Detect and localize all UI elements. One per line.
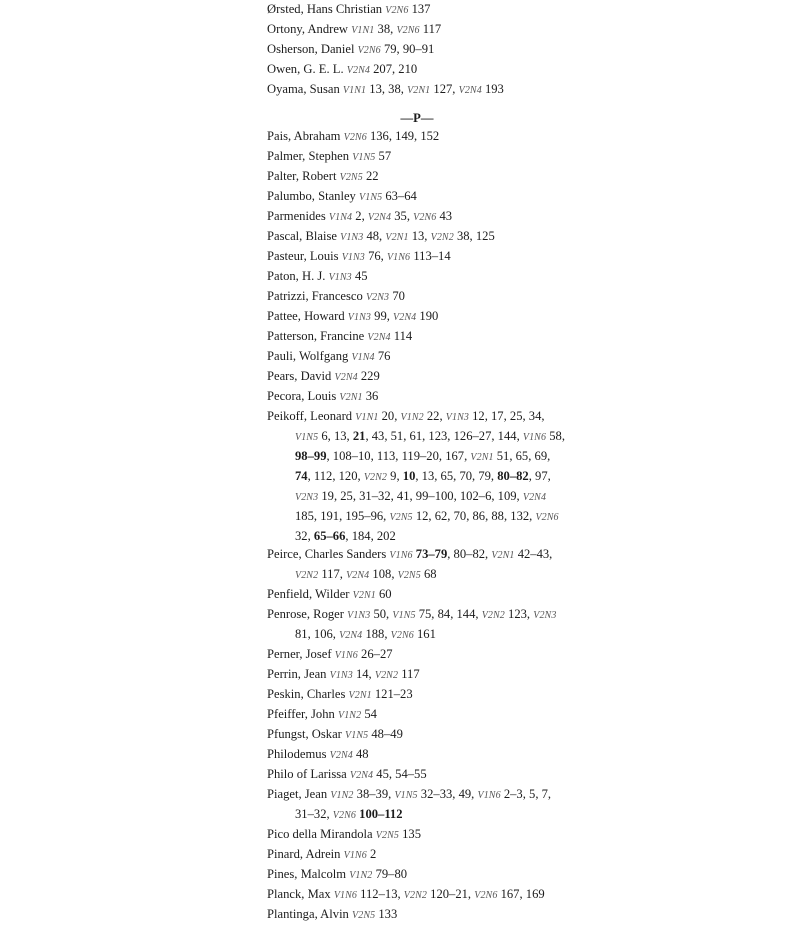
page-numbers: 22, bbox=[426, 409, 443, 423]
page-numbers: 2–3, 5, 7, 31–32, bbox=[295, 787, 552, 821]
page-numbers: 123, bbox=[508, 607, 531, 621]
index-entry bbox=[267, 585, 567, 605]
page-numbers: 193 bbox=[484, 82, 504, 96]
page-numbers: 63–64 bbox=[385, 189, 417, 203]
section-spacer bbox=[267, 100, 567, 109]
page-numbers: 114 bbox=[393, 329, 413, 343]
volume-reference: V2N1 bbox=[470, 452, 494, 463]
volume-reference: V1N3 bbox=[340, 232, 364, 243]
page-numbers: 135 bbox=[402, 827, 422, 841]
page-numbers: 12, 62, 70, 86, 88, 132, bbox=[415, 509, 533, 523]
entry-name: Peikoff, Leonard bbox=[267, 409, 353, 423]
entry-name: Pais, Abraham bbox=[267, 129, 341, 143]
page-numbers: 81, 106, bbox=[295, 627, 336, 641]
entry-name: Plantinga, Alvin bbox=[267, 907, 349, 921]
page-numbers-bold: 65–66 bbox=[313, 529, 346, 543]
volume-reference: V2N4 bbox=[522, 492, 547, 503]
volume-reference: V2N5 bbox=[352, 910, 376, 921]
page-numbers: 48 bbox=[355, 747, 369, 761]
page-numbers-bold: 74 bbox=[295, 469, 308, 483]
volume-reference: V1N1 bbox=[342, 85, 367, 96]
volume-reference: V2N2 bbox=[403, 890, 427, 901]
entry-name: Ørsted, Hans Christian bbox=[267, 2, 383, 16]
entry-name: Pfeiffer, John bbox=[267, 707, 335, 721]
volume-reference: V2N2 bbox=[295, 570, 319, 581]
index-entry bbox=[267, 60, 567, 80]
page-numbers: 117 bbox=[422, 22, 442, 36]
page-numbers: 70 bbox=[392, 289, 405, 303]
index-entry bbox=[267, 187, 567, 207]
volume-reference: V2N6 bbox=[396, 25, 420, 36]
page-numbers-bold: 100–112 bbox=[359, 807, 403, 821]
page-numbers: 45, 54–55 bbox=[376, 767, 427, 781]
page-numbers: 133 bbox=[378, 907, 398, 921]
volume-reference: V2N5 bbox=[389, 512, 413, 523]
volume-reference: V1N6 bbox=[522, 432, 547, 443]
index-entry bbox=[267, 80, 567, 100]
volume-reference: V2N4 bbox=[458, 85, 482, 96]
entry-name: Parmenides bbox=[267, 209, 326, 223]
volume-reference: V1N3 bbox=[341, 252, 365, 263]
index-entry bbox=[267, 0, 567, 20]
page-numbers: 79–80 bbox=[375, 867, 408, 881]
volume-reference: V2N1 bbox=[407, 85, 431, 96]
page-numbers: , 184, 202 bbox=[345, 529, 396, 543]
volume-reference: V1N6 bbox=[334, 650, 358, 661]
page-numbers: 13, 38, bbox=[369, 82, 404, 96]
page-numbers: 136, 149, 152 bbox=[369, 129, 440, 143]
entry-name: Pecora, Louis bbox=[267, 389, 337, 403]
entry-name: Patterson, Francine bbox=[267, 329, 365, 343]
page-numbers: 12, 17, 25, 34, bbox=[472, 409, 545, 423]
page-numbers: , 13, 65, 70, 79, bbox=[415, 469, 495, 483]
index-page bbox=[267, 0, 567, 925]
volume-reference: V1N2 bbox=[337, 710, 362, 721]
entry-name: Philodemus bbox=[267, 747, 327, 761]
page-numbers: 127, bbox=[433, 82, 456, 96]
page-numbers: 9, bbox=[390, 469, 400, 483]
volume-reference: V2N4 bbox=[393, 312, 417, 323]
index-entry bbox=[267, 865, 567, 885]
page-numbers: 113–14 bbox=[413, 249, 451, 263]
volume-reference: V2N6 bbox=[474, 890, 498, 901]
volume-reference: V2N5 bbox=[397, 570, 421, 581]
volume-reference: V1N4 bbox=[328, 212, 353, 223]
page-numbers: 99, bbox=[374, 309, 390, 323]
page-numbers-bold: 80–82 bbox=[497, 469, 529, 483]
volume-reference: V2N1 bbox=[339, 392, 363, 403]
volume-reference: V2N6 bbox=[535, 512, 559, 523]
volume-reference: V2N6 bbox=[332, 810, 356, 821]
index-entry bbox=[267, 665, 567, 685]
page-numbers-bold: 21 bbox=[352, 429, 366, 443]
volume-reference: V1N3 bbox=[347, 610, 371, 621]
page-numbers-bold: 73–79 bbox=[415, 547, 448, 561]
index-entry bbox=[267, 885, 567, 905]
volume-reference: V1N1 bbox=[355, 412, 379, 423]
entry-name: Penfield, Wilder bbox=[267, 587, 350, 601]
index-entry bbox=[267, 247, 567, 267]
volume-reference: V2N5 bbox=[375, 830, 399, 841]
page-numbers: 117, bbox=[321, 567, 343, 581]
volume-reference: V1N5 bbox=[392, 610, 416, 621]
volume-reference: V2N6 bbox=[385, 5, 409, 16]
page-numbers: 76, bbox=[368, 249, 384, 263]
page-numbers: 112–13, bbox=[360, 887, 401, 901]
entry-name: Pinard, Adrein bbox=[267, 847, 341, 861]
volume-reference: V1N5 bbox=[295, 432, 319, 443]
volume-reference: V2N3 bbox=[533, 610, 557, 621]
volume-reference: V1N6 bbox=[389, 550, 413, 561]
volume-reference: V2N1 bbox=[491, 550, 515, 561]
entry-name: Patrizzi, Francesco bbox=[267, 289, 363, 303]
page-numbers: 20, bbox=[381, 409, 398, 423]
page-numbers: 2, bbox=[355, 209, 365, 223]
volume-reference: V2N4 bbox=[329, 750, 353, 761]
page-numbers: 19, 25, 31–32, 41, 99–100, 102–6, 109, bbox=[321, 489, 520, 503]
page-numbers: 75, 84, 144, bbox=[418, 607, 479, 621]
index-entry bbox=[267, 127, 567, 147]
volume-reference: V2N2 bbox=[374, 670, 399, 681]
volume-reference: V1N3 bbox=[347, 312, 371, 323]
entry-name: Pauli, Wolfgang bbox=[267, 349, 349, 363]
volume-reference: V2N2 bbox=[481, 610, 505, 621]
volume-reference: V1N3 bbox=[328, 272, 352, 283]
page-numbers-bold: 10 bbox=[402, 469, 416, 483]
volume-reference: V2N5 bbox=[339, 172, 363, 183]
index-entry bbox=[267, 745, 567, 765]
page-numbers: 120–21, bbox=[430, 887, 472, 901]
index-entry bbox=[267, 765, 567, 785]
index-entry bbox=[267, 685, 567, 705]
entry-name: Paton, H. J. bbox=[267, 269, 326, 283]
page-numbers: 76 bbox=[377, 349, 391, 363]
entry-name: Pascal, Blaise bbox=[267, 229, 337, 243]
volume-reference: V1N5 bbox=[359, 192, 383, 203]
volume-reference: V2N6 bbox=[390, 630, 414, 641]
index-entry bbox=[267, 905, 567, 925]
page-numbers: 167, 169 bbox=[500, 887, 545, 901]
entry-name: Planck, Max bbox=[267, 887, 331, 901]
index-entry bbox=[267, 705, 567, 725]
index-entry bbox=[267, 645, 567, 665]
volume-reference: V2N2 bbox=[430, 232, 454, 243]
page-numbers: 32, bbox=[295, 529, 311, 543]
entry-name: Pico della Mirandola bbox=[267, 827, 373, 841]
entry-name: Penrose, Roger bbox=[267, 607, 344, 621]
volume-reference: V1N5 bbox=[345, 730, 369, 741]
volume-reference: V2N4 bbox=[346, 65, 370, 76]
page-numbers: , 108–10, 113, 119–20, 167, bbox=[326, 449, 468, 463]
volume-reference: V2N4 bbox=[334, 372, 358, 383]
volume-reference: V2N3 bbox=[365, 292, 390, 303]
page-numbers: , 112, 120, bbox=[307, 469, 361, 483]
volume-reference: V2N4 bbox=[346, 570, 370, 581]
entry-name: Peskin, Charles bbox=[267, 687, 346, 701]
entry-name: Pines, Malcolm bbox=[267, 867, 347, 881]
page-numbers: 38–39, bbox=[356, 787, 392, 801]
page-numbers: 161 bbox=[416, 627, 436, 641]
page-numbers: 79, 90–91 bbox=[383, 42, 435, 56]
page-numbers: 14, bbox=[355, 667, 372, 681]
entry-name: Palumbo, Stanley bbox=[267, 189, 356, 203]
page-numbers: 38, 125 bbox=[456, 229, 495, 243]
volume-reference: V2N4 bbox=[367, 332, 391, 343]
index-entry bbox=[267, 147, 567, 167]
index-entry bbox=[267, 167, 567, 187]
page-numbers: 13, bbox=[411, 229, 428, 243]
entry-name: Peirce, Charles Sanders bbox=[267, 547, 387, 561]
volume-reference: V1N3 bbox=[329, 670, 353, 681]
index-section-p bbox=[267, 127, 567, 925]
volume-reference: V1N6 bbox=[343, 850, 367, 861]
volume-reference: V1N6 bbox=[386, 252, 411, 263]
entry-name: Pears, David bbox=[267, 369, 332, 383]
page-numbers-bold: 98–99 bbox=[295, 449, 327, 463]
volume-reference: V1N3 bbox=[445, 412, 469, 423]
index-entry bbox=[267, 845, 567, 865]
page-numbers: 229 bbox=[360, 369, 380, 383]
volume-reference: V1N2 bbox=[400, 412, 424, 423]
page-numbers: , 97, bbox=[528, 469, 551, 483]
page-numbers: 36 bbox=[365, 389, 379, 403]
volume-reference: V1N2 bbox=[330, 790, 354, 801]
volume-reference: V2N6 bbox=[357, 45, 381, 56]
page-numbers: 42–43, bbox=[517, 547, 553, 561]
page-numbers: 60 bbox=[379, 587, 392, 601]
volume-reference: V2N4 bbox=[367, 212, 392, 223]
index-entry bbox=[267, 785, 567, 825]
index-entry bbox=[267, 287, 567, 307]
index-entry bbox=[267, 347, 567, 367]
page-numbers: , 80–82, bbox=[447, 547, 489, 561]
page-numbers: 188, bbox=[365, 627, 388, 641]
page-numbers: 51, 65, 69, bbox=[496, 449, 551, 463]
page-numbers: 43 bbox=[439, 209, 453, 223]
index-entry bbox=[267, 387, 567, 407]
entry-name: Perner, Josef bbox=[267, 647, 332, 661]
entry-name: Philo of Larissa bbox=[267, 767, 347, 781]
volume-reference: V1N4 bbox=[351, 352, 375, 363]
page-numbers: 22 bbox=[365, 169, 379, 183]
volume-reference: V2N1 bbox=[385, 232, 409, 243]
page-numbers: 45 bbox=[354, 269, 368, 283]
index-entry bbox=[267, 20, 567, 40]
volume-reference: V1N6 bbox=[477, 790, 501, 801]
page-numbers: 137 bbox=[411, 2, 431, 16]
page-numbers: 48–49 bbox=[371, 727, 403, 741]
index-entry bbox=[267, 207, 567, 227]
volume-reference: V2N2 bbox=[363, 472, 387, 483]
page-numbers: 121–23 bbox=[374, 687, 413, 701]
page-numbers: 6, 13, bbox=[321, 429, 350, 443]
entry-name: Palmer, Stephen bbox=[267, 149, 350, 163]
page-numbers: 207, 210 bbox=[373, 62, 418, 76]
volume-reference: V2N1 bbox=[352, 590, 376, 601]
page-numbers: 35, bbox=[394, 209, 410, 223]
page-numbers: 185, 191, 195–96, bbox=[295, 509, 387, 523]
volume-reference: V2N6 bbox=[343, 132, 367, 143]
volume-reference: V2N4 bbox=[339, 630, 363, 641]
page-numbers: 117 bbox=[401, 667, 420, 681]
index-entry bbox=[267, 40, 567, 60]
volume-reference: V2N6 bbox=[413, 212, 437, 223]
index-entry bbox=[267, 327, 567, 347]
index-entry bbox=[267, 227, 567, 247]
section-heading-p: —P— bbox=[400, 111, 434, 125]
index-entry bbox=[267, 725, 567, 745]
entry-name: Pattee, Howard bbox=[267, 309, 345, 323]
volume-reference: V2N4 bbox=[349, 770, 374, 781]
index-section-o-tail bbox=[267, 0, 567, 100]
volume-reference: V1N5 bbox=[352, 152, 376, 163]
index-entry bbox=[267, 367, 567, 387]
page-numbers: 50, bbox=[373, 607, 390, 621]
page-numbers: 190 bbox=[419, 309, 439, 323]
page-numbers: 38, bbox=[377, 22, 394, 36]
index-entry bbox=[267, 267, 567, 287]
volume-reference: V1N5 bbox=[394, 790, 418, 801]
page-numbers: 54 bbox=[364, 707, 377, 721]
entry-name: Pfungst, Oskar bbox=[267, 727, 342, 741]
page-numbers: 68 bbox=[423, 567, 437, 581]
entry-name: Owen, G. E. L. bbox=[267, 62, 344, 76]
volume-reference: V1N6 bbox=[333, 890, 358, 901]
entry-name: Pasteur, Louis bbox=[267, 249, 339, 263]
page-numbers: 58, bbox=[549, 429, 565, 443]
index-entry bbox=[267, 407, 567, 545]
volume-reference: V1N1 bbox=[351, 25, 375, 36]
page-numbers: 48, bbox=[366, 229, 383, 243]
volume-reference: V2N3 bbox=[295, 492, 319, 503]
volume-reference: V2N1 bbox=[348, 690, 372, 701]
entry-name: Palter, Robert bbox=[267, 169, 337, 183]
index-entry bbox=[267, 307, 567, 327]
entry-name: Osherson, Daniel bbox=[267, 42, 355, 56]
index-entry bbox=[267, 605, 567, 645]
entry-name: Ortony, Andrew bbox=[267, 22, 349, 36]
page-numbers: 108, bbox=[372, 567, 395, 581]
page-numbers: 26–27 bbox=[361, 647, 393, 661]
page-numbers: 57 bbox=[378, 149, 392, 163]
entry-name: Perrin, Jean bbox=[267, 667, 327, 681]
page-numbers: , 43, 51, 61, 123, 126–27, 144, bbox=[365, 429, 520, 443]
entry-name: Oyama, Susan bbox=[267, 82, 340, 96]
volume-reference: V1N2 bbox=[349, 870, 373, 881]
index-entry bbox=[267, 825, 567, 845]
index-entry bbox=[267, 545, 567, 585]
page-numbers: 2 bbox=[369, 847, 377, 861]
entry-name: Piaget, Jean bbox=[267, 787, 328, 801]
page-numbers: 32–33, 49, bbox=[420, 787, 475, 801]
